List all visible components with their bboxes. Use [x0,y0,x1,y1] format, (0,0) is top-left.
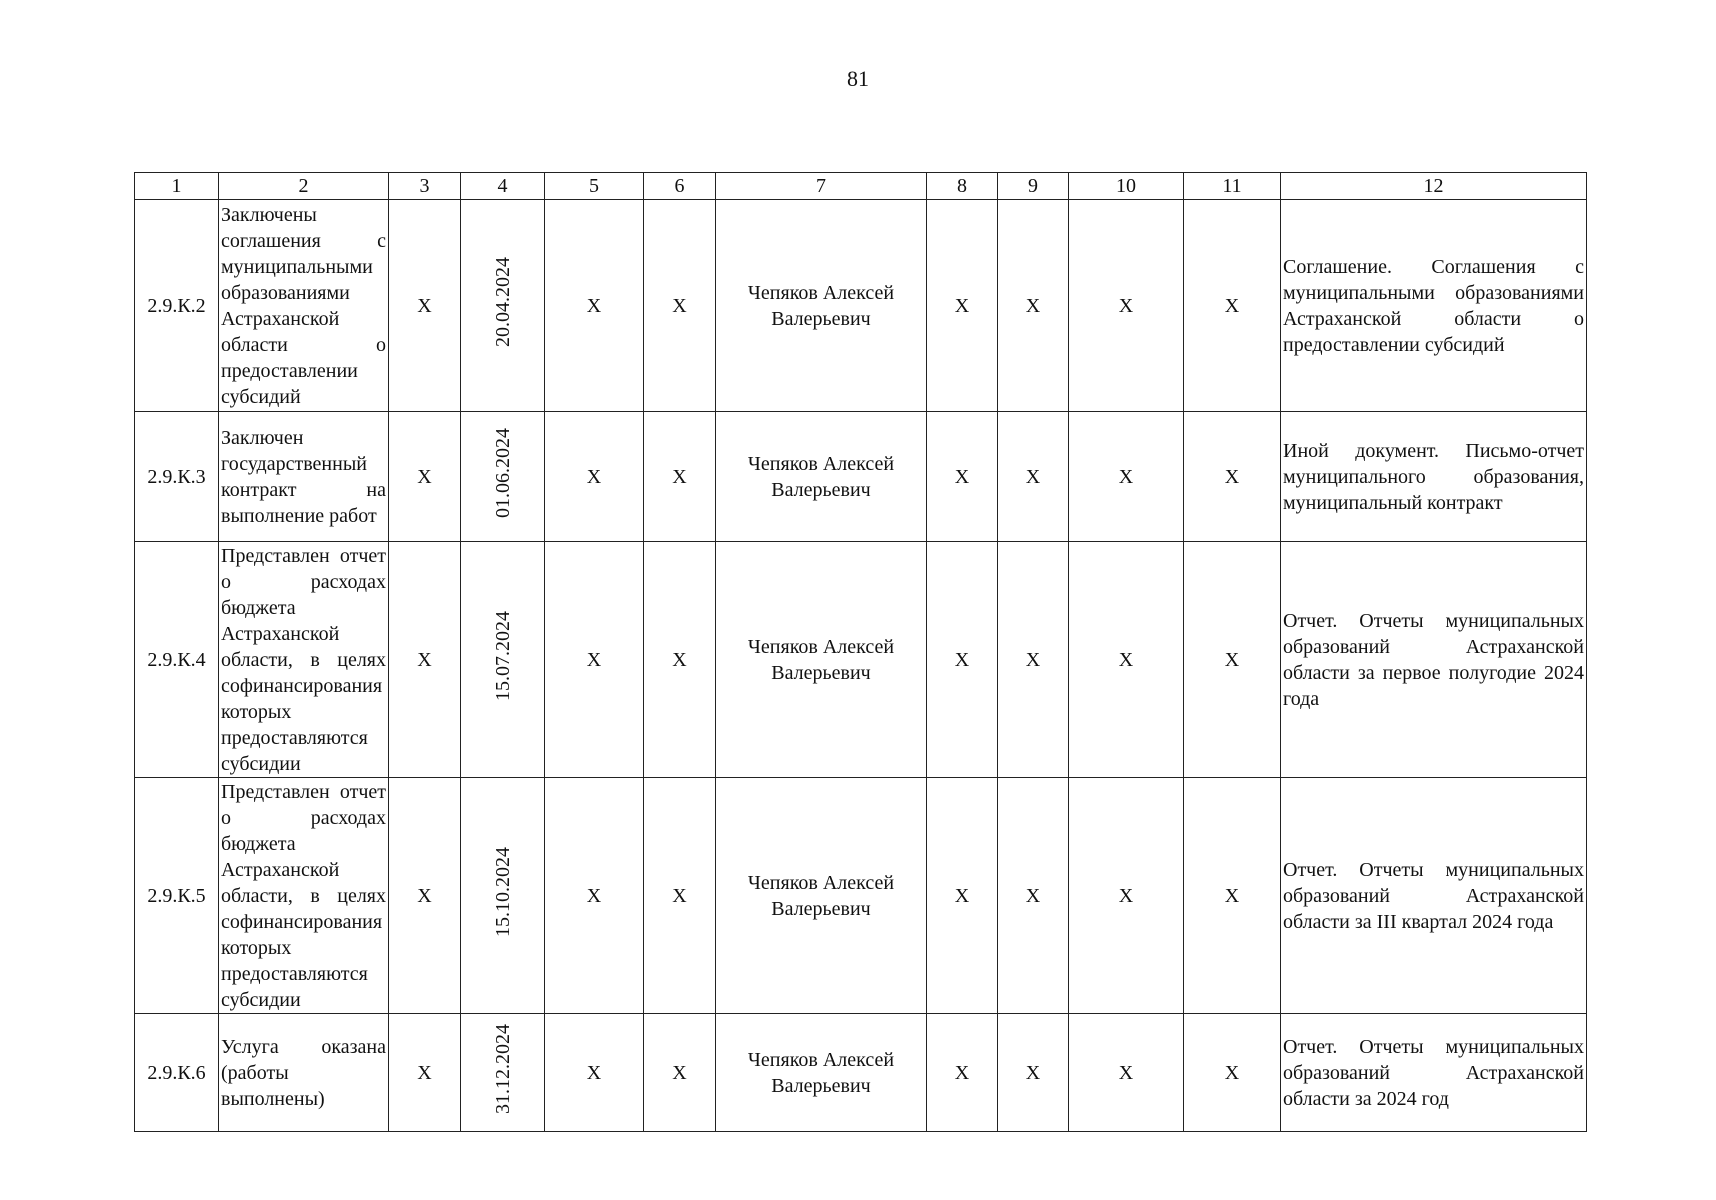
row-col8: X [927,778,998,1014]
column-header: 8 [927,173,998,200]
row-id: 2.9.К.4 [135,542,219,778]
row-col3: X [389,412,461,542]
row-col3: X [389,778,461,1014]
column-header: 6 [644,173,716,200]
row-col10: X [1069,542,1184,778]
table-row [135,412,1587,542]
row-document: Отчет. Отчеты муниципальных образований Астраханской области за первое полугодие 2024 года [1281,542,1587,778]
row-responsible: Чепяков Алексей Валерьевич [716,542,927,778]
row-col5: X [545,200,644,412]
row-result-name: Услуга оказана (работы выполнены) [219,1014,389,1132]
row-col11: X [1184,1014,1281,1132]
row-id: 2.9.К.3 [135,412,219,542]
column-header: 5 [545,173,644,200]
row-date: 01.06.2024 [491,428,514,518]
row-col10: X [1069,412,1184,542]
column-header: 10 [1069,173,1184,200]
row-col5: X [545,542,644,778]
row-date: 15.07.2024 [491,611,514,701]
row-col5: X [545,412,644,542]
header-row [135,173,1587,200]
row-id: 2.9.К.5 [135,778,219,1014]
column-header: 7 [716,173,927,200]
row-responsible: Чепяков Алексей Валерьевич [716,778,927,1014]
row-col11: X [1184,542,1281,778]
table-row [135,542,1587,778]
row-col5: X [545,778,644,1014]
column-header: 1 [135,173,219,200]
row-result-name: Заключены соглашения с муниципальными образованиями Астраханской области о предоставлении субсидий [219,200,389,412]
row-col9: X [998,412,1069,542]
table-row [135,200,1587,412]
row-col6: X [644,778,716,1014]
row-result-name: Представлен отчет о расходах бюджета Астраханской области, в целях софинансирования которых предоставляются субсидии [219,542,389,778]
row-responsible: Чепяков Алексей Валерьевич [716,1014,927,1132]
row-col3: X [389,200,461,412]
row-col8: X [927,542,998,778]
column-header: 12 [1281,173,1587,200]
row-document: Соглашение. Соглашения с муниципальными образованиями Астраханской области о предоставлении субсидий [1281,200,1587,412]
row-col8: X [927,200,998,412]
column-header: 3 [389,173,461,200]
row-col9: X [998,542,1069,778]
row-document: Отчет. Отчеты муниципальных образований Астраханской области за III квартал 2024 года [1281,778,1587,1014]
row-document: Иной документ. Письмо-отчет муниципального образования, муниципальный контракт [1281,412,1587,542]
row-col10: X [1069,778,1184,1014]
row-responsible: Чепяков Алексей Валерьевич [716,200,927,412]
row-col10: X [1069,200,1184,412]
column-header: 11 [1184,173,1281,200]
row-col8: X [927,412,998,542]
row-date: 20.04.2024 [491,257,514,347]
row-col11: X [1184,412,1281,542]
plan-table [134,172,1587,1132]
column-header: 9 [998,173,1069,200]
row-result-name: Представлен отчет о расходах бюджета Астраханской области, в целях софинансирования которых предоставляются субсидии [219,778,389,1014]
row-id: 2.9.К.2 [135,200,219,412]
row-col9: X [998,778,1069,1014]
page-number: 81 [847,66,869,91]
row-col3: X [389,542,461,778]
row-col6: X [644,542,716,778]
row-col6: X [644,200,716,412]
row-col11: X [1184,778,1281,1014]
row-col9: X [998,200,1069,412]
column-header: 2 [219,173,389,200]
row-col10: X [1069,1014,1184,1132]
row-col5: X [545,1014,644,1132]
row-col3: X [389,1014,461,1132]
row-col8: X [927,1014,998,1132]
row-document: Отчет. Отчеты муниципальных образований Астраханской области за 2024 год [1281,1014,1587,1132]
table-row [135,1014,1587,1132]
row-date: 15.10.2024 [491,847,514,937]
table-row [135,778,1587,1014]
row-col6: X [644,1014,716,1132]
row-responsible: Чепяков Алексей Валерьевич [716,412,927,542]
row-col6: X [644,412,716,542]
row-date: 31.12.2024 [491,1024,514,1114]
row-col11: X [1184,200,1281,412]
row-id: 2.9.К.6 [135,1014,219,1132]
row-col9: X [998,1014,1069,1132]
column-header: 4 [461,173,545,200]
row-result-name: Заключен государственный контракт на выполнение работ [219,412,389,542]
